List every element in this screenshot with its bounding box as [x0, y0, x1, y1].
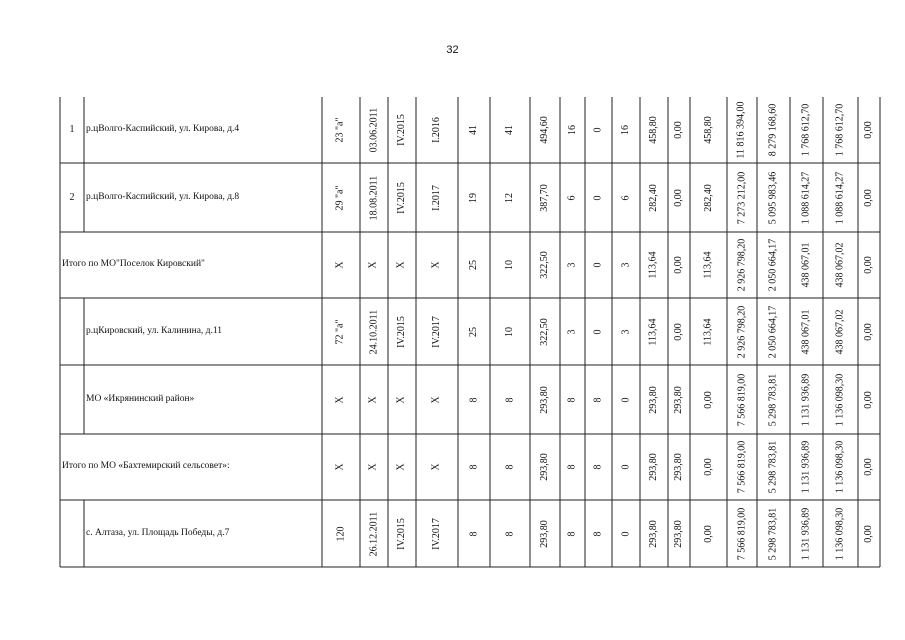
cell-num-doc-text: X	[334, 463, 346, 471]
cell-c11	[640, 97, 668, 163]
cell-c13-text: 0,00	[702, 390, 714, 409]
cell-stage-end-text: IV.2017	[430, 315, 442, 348]
cell-c17-text: 1 136 098,30	[834, 440, 846, 494]
cell-c15-text: 5 298 783,81	[767, 373, 779, 426]
cell-num	[60, 163, 84, 232]
cell-c18	[858, 500, 880, 567]
cell-c11	[640, 365, 668, 434]
cell-num-text: 1	[69, 124, 75, 135]
cell-num-text: 2	[69, 191, 75, 203]
cell-stage-start	[388, 434, 416, 500]
cell-c18-text: 0,00	[863, 188, 874, 207]
cell-c5-text: 41	[468, 125, 479, 135]
cell-c7-text: 494,60	[539, 116, 550, 144]
cell-num-doc	[322, 500, 360, 567]
cell-c5-text: 25	[468, 260, 479, 270]
cell-c10	[612, 298, 640, 365]
cell-c14-text: 2 926 798,20	[736, 305, 747, 358]
cell-c8-text: 8	[566, 531, 578, 536]
cell-date	[360, 232, 388, 298]
cell-name-text: р.цВолго-Каспийский, ул. Кирова, д.8	[86, 191, 240, 202]
cell-c5	[458, 500, 490, 567]
cell-name-text: с. Алтаза, ул. Площадь Победы, д.7	[86, 527, 230, 538]
cell-c6-text: 10	[504, 260, 515, 270]
cell-num	[60, 500, 84, 567]
cell-c12-text: 0,00	[673, 322, 684, 341]
cell-stage-start	[388, 232, 416, 298]
cell-name-text: Итого по МО"Поселок Кировский"	[62, 259, 205, 270]
cell-c18	[858, 232, 880, 298]
cell-c10-text: 6	[620, 195, 631, 200]
cell-c15-text: 5 298 783,81	[767, 440, 779, 494]
cell-c12	[668, 97, 690, 163]
cell-c9-text: 8	[592, 531, 604, 536]
cell-c5	[458, 298, 490, 365]
cell-stage-end-text: X	[430, 395, 442, 404]
cell-c17-text: 1 136 098,30	[834, 507, 846, 560]
cell-num-doc-text: 120	[335, 526, 346, 541]
cell-c6	[490, 163, 530, 232]
cell-c11	[640, 500, 668, 567]
cell-c9-text: 0	[592, 127, 604, 133]
cell-num	[60, 298, 84, 365]
cell-c17-text: 1 768 612,70	[834, 103, 846, 157]
cell-c14-text: 2 926 798,20	[736, 238, 747, 292]
cell-c7	[530, 298, 560, 365]
cell-stage-start-text: X	[395, 261, 407, 269]
cell-c9-text: 0	[592, 262, 604, 268]
cell-c7	[530, 434, 560, 500]
cell-c16-text: 1 131 936,89	[800, 373, 812, 426]
cell-c6	[490, 434, 530, 500]
cell-stage-end-text: IV.2017	[430, 517, 442, 550]
cell-c11-text: 458,80	[648, 116, 659, 144]
cell-stage-end	[416, 500, 458, 567]
cell-c17	[823, 500, 858, 567]
cell-num-doc	[322, 434, 360, 500]
cell-c14	[727, 97, 757, 163]
cell-c15	[757, 298, 790, 365]
cell-c18-text: 0,00	[863, 390, 874, 409]
cell-num-doc-text: 29 "а"	[334, 184, 346, 211]
cell-c7	[530, 365, 560, 434]
cell-c8-text: 3	[566, 329, 578, 334]
cell-c18	[858, 163, 880, 232]
cell-num-doc	[322, 232, 360, 298]
cell-c18-text: 0,00	[863, 121, 874, 139]
cell-c17	[823, 365, 858, 434]
cell-c8	[560, 163, 585, 232]
cell-c8	[560, 434, 585, 500]
cell-c8	[560, 232, 585, 298]
cell-c13	[690, 434, 727, 500]
cell-c16	[790, 298, 823, 365]
cell-c12	[668, 232, 690, 298]
cell-c6-text: 8	[504, 464, 515, 470]
cell-c7-text: 322,50	[539, 251, 550, 279]
cell-c17	[823, 97, 858, 163]
cell-c18	[858, 97, 880, 163]
cell-c13-text: 113,64	[702, 251, 714, 279]
cell-c6-text: 10	[504, 326, 515, 337]
cell-c13	[690, 365, 727, 434]
cell-c13	[690, 500, 727, 567]
cell-c11-text: 113,64	[647, 251, 659, 279]
cell-date	[360, 500, 388, 567]
cell-c13-text: 0,00	[702, 524, 714, 543]
cell-c13-text: 113,64	[702, 317, 714, 346]
cell-c17-text: 1 136 098,30	[834, 373, 846, 426]
cell-c16-text: 1 131 936,89	[800, 507, 812, 560]
cell-c8	[560, 298, 585, 365]
cell-c10-text: 0	[620, 397, 631, 402]
cell-num-doc-text: X	[334, 261, 346, 269]
cell-c9	[585, 434, 612, 500]
cell-num-doc	[322, 298, 360, 365]
cell-c5-text: 8	[468, 531, 479, 536]
cell-c17	[823, 298, 858, 365]
cell-date-text: 26.12.2011	[368, 511, 380, 556]
cell-c17	[823, 232, 858, 298]
cell-stage-end-text: X	[430, 463, 442, 471]
cell-date	[360, 365, 388, 434]
cell-c18-text: 0,00	[863, 322, 874, 341]
cell-c14	[727, 500, 757, 567]
cell-c10-text: 3	[620, 329, 631, 334]
cell-c5	[458, 163, 490, 232]
cell-num-doc	[322, 97, 360, 163]
cell-c12-text: 0,00	[673, 121, 684, 139]
cell-c6	[490, 500, 530, 567]
cell-c9	[585, 97, 612, 163]
cell-c14	[727, 434, 757, 500]
cell-c8-text: 6	[566, 195, 578, 200]
cell-c9-text: 0	[592, 195, 604, 200]
cell-c12	[668, 500, 690, 567]
cell-c5	[458, 365, 490, 434]
cell-num	[60, 97, 84, 163]
cell-c6	[490, 232, 530, 298]
cell-c12	[668, 434, 690, 500]
cell-name	[84, 97, 322, 163]
cell-stage-end-text: I.2016	[431, 117, 442, 143]
cell-c14-text: 7 566 819,00	[736, 373, 747, 426]
cell-c12	[668, 163, 690, 232]
cell-c8	[560, 97, 585, 163]
cell-c7	[530, 500, 560, 567]
cell-c18-text: 0,00	[863, 524, 874, 543]
cell-stage-start-text: X	[395, 395, 407, 404]
cell-date	[360, 298, 388, 365]
cell-name	[84, 365, 322, 434]
cell-c6	[490, 365, 530, 434]
cell-name	[84, 500, 322, 567]
cell-c15	[757, 97, 790, 163]
cell-c8-text: 3	[566, 262, 578, 268]
cell-c12	[668, 365, 690, 434]
page-number: 32	[446, 44, 459, 56]
cell-c14-text: 7 273 212,00	[736, 171, 747, 224]
cell-c6	[490, 298, 530, 365]
cell-stage-end	[416, 232, 458, 298]
cell-c6	[490, 97, 530, 163]
cell-c15-text: 2 050 664,17	[767, 238, 779, 292]
cell-c10-text: 0	[620, 531, 631, 536]
cell-c16-text: 438 067,01	[800, 242, 812, 288]
cell-c14-text: 11 816 394,00	[736, 101, 748, 159]
cell-c9	[585, 365, 612, 434]
cell-c18	[858, 365, 880, 434]
cell-c10-text: 16	[620, 125, 631, 135]
cell-num	[60, 365, 84, 434]
cell-c5-text: 8	[468, 464, 479, 470]
cell-c17-text: 438 067,02	[834, 309, 846, 354]
cell-c14	[727, 232, 757, 298]
cell-c7-text: 293,80	[539, 453, 550, 481]
cell-c18-text: 0,00	[863, 458, 874, 476]
cell-c18	[858, 298, 880, 365]
cell-c15	[757, 500, 790, 567]
cell-c8-text: 16	[566, 125, 578, 135]
cell-name-text: МО «Икрянинский район»	[86, 393, 195, 404]
cell-c16	[790, 232, 823, 298]
cell-stage-start	[388, 97, 416, 163]
cell-c15	[757, 434, 790, 500]
cell-c13	[690, 163, 727, 232]
cell-date-text: 03.06.2011	[368, 107, 380, 153]
cell-stage-start	[388, 163, 416, 232]
cell-c5	[458, 97, 490, 163]
cell-c13-text: 282,40	[702, 183, 714, 212]
cell-date-text: X	[367, 261, 379, 269]
cell-c16	[790, 365, 823, 434]
cell-c15	[757, 163, 790, 232]
cell-c10	[612, 365, 640, 434]
cell-c6-text: 41	[504, 125, 515, 135]
cell-c5	[458, 232, 490, 298]
cell-c9-text: 8	[592, 464, 604, 470]
cell-c12-text: 293,80	[673, 385, 684, 414]
cell-date-text: 24.10.2011	[368, 309, 380, 354]
cell-c18-text: 0,00	[863, 256, 874, 274]
cell-c15	[757, 365, 790, 434]
cell-c6-text: 8	[504, 397, 515, 402]
cell-c16-text: 1 131 936,89	[800, 440, 812, 494]
cell-num-doc	[322, 163, 360, 232]
cell-c10	[612, 97, 640, 163]
cell-name-text: р.цКировский, ул. Калинина, д.11	[86, 325, 223, 336]
cell-date-text: 18.08.2011	[368, 175, 380, 220]
cell-c9	[585, 232, 612, 298]
cell-c18	[858, 434, 880, 500]
cell-name	[60, 434, 322, 500]
cell-c16	[790, 163, 823, 232]
cell-c5-text: 19	[468, 192, 479, 203]
cell-stage-start-text: IV.2015	[396, 315, 408, 348]
cell-c17	[823, 163, 858, 232]
cell-c14-text: 7 566 819,00	[736, 440, 747, 494]
cell-date	[360, 163, 388, 232]
cell-stage-end	[416, 97, 458, 163]
cell-c10-text: 3	[620, 262, 631, 268]
cell-c7-text: 293,80	[539, 519, 550, 548]
cell-c10	[612, 434, 640, 500]
cell-c10	[612, 232, 640, 298]
cell-c9-text: 0	[592, 329, 604, 334]
cell-stage-start	[388, 500, 416, 567]
cell-c13	[690, 232, 727, 298]
cell-c7	[530, 97, 560, 163]
cell-c11	[640, 434, 668, 500]
cell-c10-text: 0	[620, 464, 631, 470]
cell-c11	[640, 298, 668, 365]
cell-c6-text: 8	[504, 531, 515, 536]
cell-c6-text: 12	[504, 192, 515, 203]
cell-c13-text: 0,00	[702, 458, 714, 476]
cell-c12-text: 0,00	[673, 188, 684, 207]
cell-c16-text: 1 088 614,27	[800, 171, 812, 224]
cell-stage-end-text: X	[430, 261, 442, 269]
cell-c14	[727, 298, 757, 365]
cell-c11-text: 293,80	[648, 385, 659, 414]
cell-c10	[612, 163, 640, 232]
cell-c5-text: 8	[468, 397, 479, 402]
cell-stage-end	[416, 434, 458, 500]
cell-c15-text: 5 095 983,46	[767, 171, 779, 224]
cell-name	[84, 163, 322, 232]
cell-c16	[790, 500, 823, 567]
cell-c17-text: 438 067,02	[834, 242, 846, 288]
cell-c17	[823, 434, 858, 500]
cell-name-text: Итого по МО «Бахтемирский сельсовет»:	[62, 461, 230, 472]
cell-name	[60, 232, 322, 298]
cell-c16-text: 438 067,01	[800, 309, 812, 354]
cell-c7-text: 322,50	[539, 317, 550, 346]
cell-c7-text: 293,80	[539, 385, 550, 414]
cell-c11	[640, 163, 668, 232]
cell-c11	[640, 232, 668, 298]
cell-stage-end	[416, 365, 458, 434]
cell-c16	[790, 97, 823, 163]
cell-c14-text: 7 566 819,00	[736, 507, 747, 560]
cell-c16	[790, 434, 823, 500]
cell-c10	[612, 500, 640, 567]
cell-c7	[530, 232, 560, 298]
cell-num-doc-text: 23 "а"	[334, 117, 346, 143]
cell-name-text: р.цВолго-Каспийский, ул. Кирова, д.4	[86, 124, 240, 135]
cell-c15	[757, 232, 790, 298]
cell-c8-text: 8	[566, 397, 578, 402]
cell-c14	[727, 163, 757, 232]
cell-c11-text: 282,40	[648, 183, 659, 212]
cell-date-text: X	[367, 395, 379, 404]
cell-stage-start-text: X	[395, 463, 407, 471]
cell-c5-text: 25	[468, 326, 479, 337]
cell-c15-text: 2 050 664,17	[767, 305, 779, 358]
cell-num-doc	[322, 365, 360, 434]
cell-c15-text: 5 298 783,81	[767, 507, 779, 560]
cell-stage-start	[388, 365, 416, 434]
cell-c9-text: 8	[592, 397, 604, 402]
cell-c15-text: 8 279 168,60	[767, 103, 779, 157]
cell-c14	[727, 365, 757, 434]
cell-c9	[585, 163, 612, 232]
cell-name	[84, 298, 322, 365]
cell-date	[360, 97, 388, 163]
cell-c9	[585, 500, 612, 567]
cell-stage-start-text: IV.2015	[396, 114, 408, 146]
cell-c12	[668, 298, 690, 365]
cell-stage-end	[416, 298, 458, 365]
cell-c11-text: 293,80	[648, 519, 659, 548]
cell-c11-text: 113,64	[647, 317, 659, 346]
cell-num-doc-text: X	[334, 395, 346, 404]
cell-c12-text: 0,00	[673, 256, 684, 274]
cell-c7-text: 387,70	[539, 183, 550, 212]
cell-c12-text: 293,80	[673, 519, 684, 548]
cell-c7	[530, 163, 560, 232]
cell-c13	[690, 97, 727, 163]
cell-stage-start-text: IV.2015	[396, 181, 408, 214]
cell-stage-start-text: IV.2015	[396, 517, 408, 550]
cell-stage-end	[416, 163, 458, 232]
cell-c16-text: 1 768 612,70	[800, 103, 812, 157]
cell-c5	[458, 434, 490, 500]
cell-num-doc-text: 72 "а"	[334, 318, 346, 345]
cell-c17-text: 1 088 614,27	[834, 171, 846, 224]
cell-c11-text: 293,80	[648, 453, 659, 481]
cell-c8-text: 8	[566, 464, 578, 470]
cell-c9	[585, 298, 612, 365]
cell-c13	[690, 298, 727, 365]
cell-c8	[560, 365, 585, 434]
cell-c8	[560, 500, 585, 567]
cell-stage-end-text: I.2017	[431, 184, 442, 211]
cell-date-text: X	[367, 463, 379, 471]
cell-c12-text: 293,80	[673, 453, 684, 481]
cell-date	[360, 434, 388, 500]
cell-stage-start	[388, 298, 416, 365]
cell-c13-text: 458,80	[702, 116, 714, 144]
